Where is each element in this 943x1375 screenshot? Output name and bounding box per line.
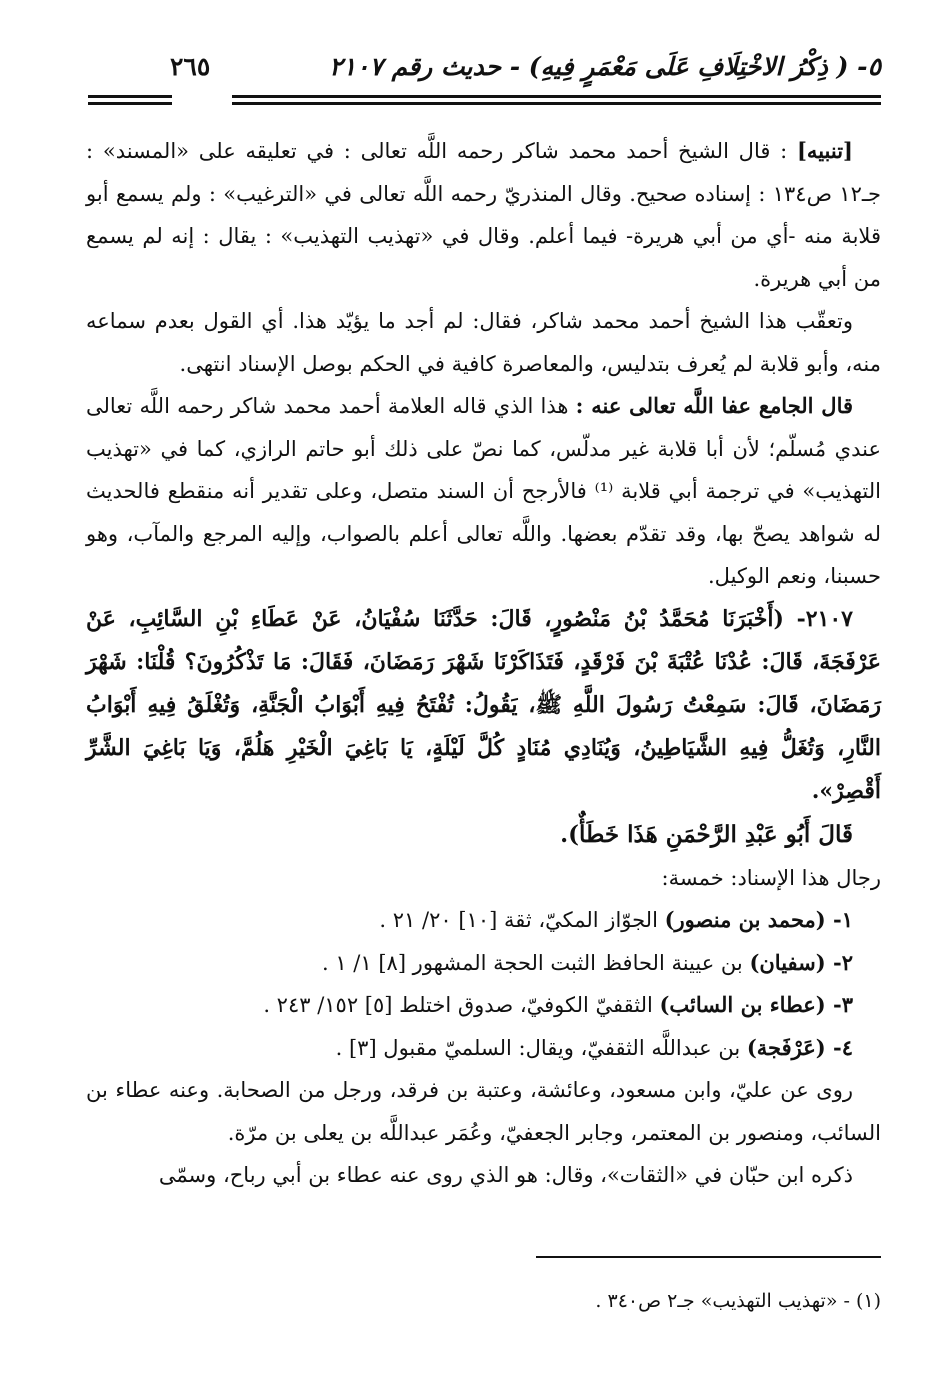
page-header [80,52,881,86]
narrator-entry [86,942,881,985]
bold-lead: ٣- (عطاء بن السائب) [659,992,853,1017]
paragraph-text: : قال الشيخ أحمد محمد شاكر رحمه اللَّه تعالى : في تعليقه على «المسند» : جـ١٢ ص١٣٤ : إسناده صحيح. وقال المنذريّ رحمه اللَّه تعالى في «الترغيب» : ولم يسمع أبو قلابة منه -أي من أبي هريرة- فيما أعلم. وقال في «تهذيب التهذيب» : يقال : إنه لم يسمع من أبي هريرة. [86,139,881,291]
bold-lead: ٢- (سفيان) [749,949,853,975]
page-number: ٢٦٥ [170,52,211,81]
paragraph [86,300,881,385]
header-rule [88,95,172,98]
bold-lead: ١- (محمد بن منصور) [664,907,853,932]
paragraph-text: رجال هذا الإسناد: خمسة: [661,865,881,890]
paragraph-text: الجوّاز المكيّ، ثقة [١٠] ٢٠/ ٢١ . [379,908,665,932]
paragraph-text: بن عبداللَّه الثقفيّ، ويقال: السلميّ مقبول [٣] . [335,1035,747,1060]
section-heading [86,857,881,900]
bold-lead: قال الجامع عفا اللَّه تعالى عنه : [575,393,854,418]
paragraph-text: بن عيينة الحافظ الثبت الحجة المشهور [٨] ١/ ١ . [321,950,750,975]
narrator-entry [86,1027,881,1070]
footnote-rule [536,1256,881,1258]
paragraph [86,385,881,598]
paragraph-text: روى عن عليّ، وابن مسعود، وعائشة، وعتبة بن فرقد، ورجل من الصحابة. وعنه عطاء بن السائب، ومنصور بن المعتمر، وجابر الجعفيّ، وعُمَر عبداللَّه بن يعلى بن مرّة. [86,1078,881,1145]
paragraph-text: ذكره ابن حبّان في «الثقات»، وقال: هو الذي روى عنه عطاء بن أبي رباح، وسمّى [158,1163,853,1187]
hadith-text [86,813,881,857]
narrator-entry [86,899,881,942]
header-rule [232,102,881,105]
paragraph [86,130,881,300]
body-text [86,130,881,1197]
running-title: ٥- ( ذِكْرُ الاخْتِلَافِ عَلَى مَعْمَرٍ فِيهِ) - حديث رقم ٢١٠٧ [329,52,881,81]
paragraph-text: الثقفيّ الكوفيّ، صدوق اختلط [٥] ١٥٢/ ٢٤٣ . [263,993,660,1017]
narrator-entry [86,984,881,1027]
header-rule [232,95,881,98]
paragraph-text: قَالَ أَبُو عَبْدِ الرَّحْمَنِ هَذَا خَطَأٌ). [560,820,853,848]
bold-lead: [تنبيه] [797,138,853,163]
footnote: (١) - «تهذيب التهذيب» جـ٢ ص٣٤٠ . [595,1290,881,1312]
paragraph-text: هذا الذي قاله العلامة أحمد محمد شاكر رحمه اللَّه تعالى عندي مُسلّم؛ لأن أبا قلابة غير مدلّس، كما نصّ على ذلك أبو حاتم الرازي، كما في «تهذيب التهذيب» في ترجمة أبي قلابة ⁽¹⁾ فالأرجح أن السند متصل، وعلى تقدير أنه منقطع فالحديث له شواهد يصحّ بها، وقد تقدّم بعضها. واللَّه تعالى أعلم بالصواب، وإليه المرجع والمآب، وهو حسبنا، ونعم الوكيل. [86,394,881,588]
paragraph-text: ٢١٠٧- (أَخْبَرَنَا مُحَمَّدُ بْنُ مَنْصُورٍ، قَالَ: حَدَّثَنَا سُفْيَانُ، عَنْ عَطَاءِ بْنِ السَّائِبِ، عَنْ عَرْفَجَةَ، قَالَ: عُدْنَا عُتْبَةَ بْنَ فَرْقَدٍ، فَتَذَاكَرْنَا شَهْرَ رَمَضَانَ، فَقَالَ: مَا تَذْكُرُونَ؟ قُلْنَا: شَهْرَ رَمَضَانَ، قَالَ: سَمِعْتُ رَسُولَ اللَّهِ ﷺ، يَقُولُ: تُفْتَحُ فِيهِ أَبْوَابُ الْجَنَّةِ، وَتُغْلَقُ فِيهِ أَبْوَابُ النَّارِ، وَتُغَلُّ فِيهِ الشَّيَاطِينُ، وَيُنَادِي مُنَادٍ كُلَّ لَيْلَةٍ، يَا بَاغِيَ الْخَيْرِ هَلُمَّ، وَيَا بَاغِيَ الشَّرِّ أَقْصِرْ». [86,605,882,804]
hadith-text [86,598,881,813]
header-rule [88,102,172,105]
paragraph-text: وتعقّب هذا الشيخ أحمد محمد شاكر، فقال: لم أجد ما يؤيّد هذا. أي القول بعدم سماعه منه، وأبو قلابة لم يُعرف بتدليس، والمعاصرة كافية في الحكم بوصل الإسناد انتهى. [86,309,881,376]
paragraph [86,1069,881,1154]
bold-lead: ٤- (عَرْفَجة) [746,1034,853,1060]
paragraph [86,1154,881,1197]
